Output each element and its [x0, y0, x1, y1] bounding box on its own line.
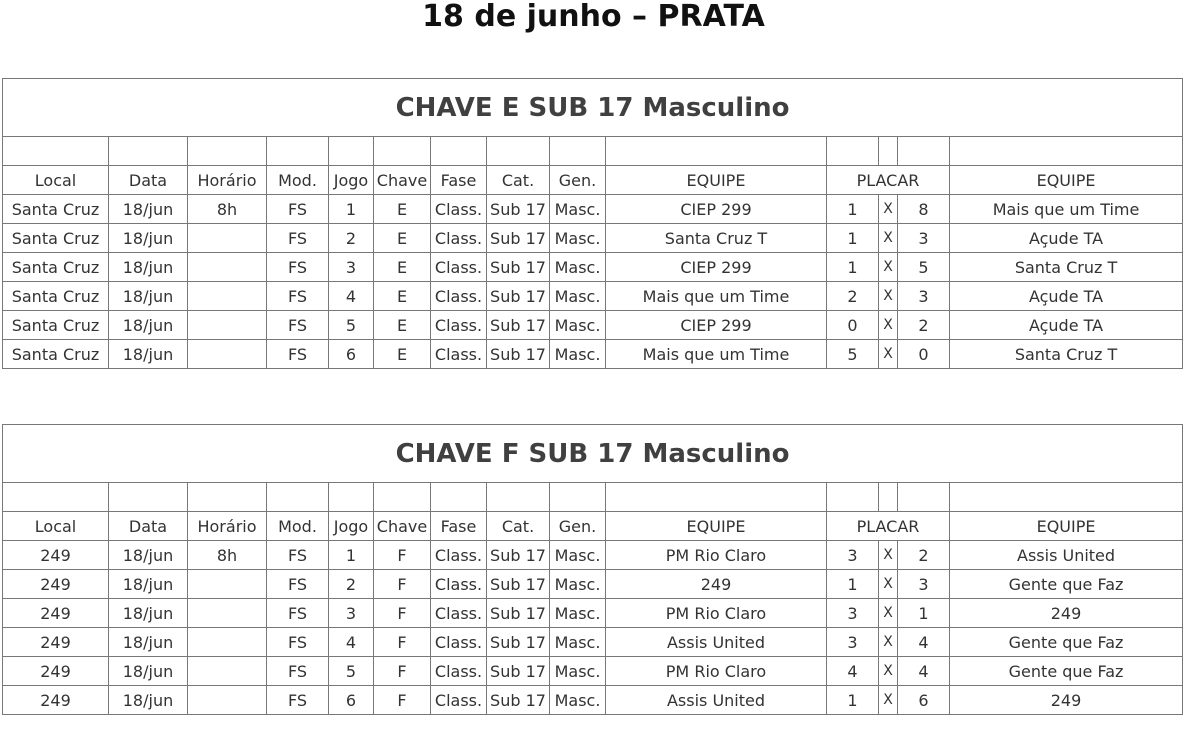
- col-header-cat: Cat.: [487, 166, 550, 195]
- cell-score-home: 3: [827, 628, 879, 657]
- cell-equipe-away: Santa Cruz T: [950, 340, 1183, 369]
- cell-horario: [188, 686, 267, 715]
- cell-score-away: 3: [898, 282, 950, 311]
- table-row: [3, 628, 1183, 657]
- col-header-equipe-away: EQUIPE: [950, 166, 1183, 195]
- cell-local: 249: [3, 628, 109, 657]
- cell-gen: Masc.: [550, 686, 606, 715]
- cell-fase: Class.: [431, 541, 487, 570]
- cell-fase: Class.: [431, 628, 487, 657]
- cell-local: Santa Cruz: [3, 253, 109, 282]
- cell-equipe-home: 249: [606, 570, 827, 599]
- cell-equipe-home: CIEP 299: [606, 253, 827, 282]
- cell-mod: FS: [267, 541, 329, 570]
- cell-score-away: 0: [898, 340, 950, 369]
- cell-mod: FS: [267, 628, 329, 657]
- cell-gen: Masc.: [550, 628, 606, 657]
- cell-mod: FS: [267, 340, 329, 369]
- cell-horario: [188, 599, 267, 628]
- cell-fase: Class.: [431, 340, 487, 369]
- col-header-gen: Gen.: [550, 166, 606, 195]
- col-header-cat: Cat.: [487, 512, 550, 541]
- cell-cat: Sub 17: [487, 282, 550, 311]
- cell-jogo: 6: [329, 340, 374, 369]
- header-row: [3, 166, 1183, 195]
- table-title: CHAVE E SUB 17 Masculino: [3, 79, 1183, 137]
- cell-data: 18/jun: [109, 311, 188, 340]
- cell-equipe-home: Assis United: [606, 686, 827, 715]
- cell-cat: Sub 17: [487, 570, 550, 599]
- cell-fase: Class.: [431, 195, 487, 224]
- col-header-jogo: Jogo: [329, 166, 374, 195]
- cell-fase: Class.: [431, 282, 487, 311]
- cell-data: 18/jun: [109, 628, 188, 657]
- cell-cat: Sub 17: [487, 657, 550, 686]
- cell-chave: E: [374, 224, 431, 253]
- cell-local: Santa Cruz: [3, 311, 109, 340]
- cell-equipe-away: Açude TA: [950, 311, 1183, 340]
- cell-horario: 8h: [188, 541, 267, 570]
- col-header-equipe-home: EQUIPE: [606, 166, 827, 195]
- col-header-local: Local: [3, 166, 109, 195]
- cell-score-home: 0: [827, 311, 879, 340]
- cell-score-away: 1: [898, 599, 950, 628]
- cell-data: 18/jun: [109, 282, 188, 311]
- cell-equipe-away: Açude TA: [950, 282, 1183, 311]
- table-row: [3, 599, 1183, 628]
- cell-chave: E: [374, 282, 431, 311]
- table-title: CHAVE F SUB 17 Masculino: [3, 425, 1183, 483]
- chave-e-table: [2, 78, 1182, 369]
- cell-equipe-away: Assis United: [950, 541, 1183, 570]
- cell-cat: Sub 17: [487, 195, 550, 224]
- cell-score-away: 6: [898, 686, 950, 715]
- cell-score-home: 4: [827, 657, 879, 686]
- cell-chave: F: [374, 599, 431, 628]
- col-header-mod: Mod.: [267, 512, 329, 541]
- col-header-horario: Horário: [188, 512, 267, 541]
- cell-chave: E: [374, 253, 431, 282]
- cell-score-separator: X: [879, 340, 898, 369]
- cell-score-home: 1: [827, 570, 879, 599]
- cell-chave: F: [374, 541, 431, 570]
- col-header-fase: Fase: [431, 512, 487, 541]
- cell-gen: Masc.: [550, 541, 606, 570]
- cell-score-away: 2: [898, 541, 950, 570]
- cell-score-separator: X: [879, 195, 898, 224]
- cell-score-away: 3: [898, 570, 950, 599]
- cell-gen: Masc.: [550, 340, 606, 369]
- cell-chave: E: [374, 340, 431, 369]
- cell-score-separator: X: [879, 686, 898, 715]
- cell-equipe-home: Assis United: [606, 628, 827, 657]
- cell-equipe-home: PM Rio Claro: [606, 599, 827, 628]
- cell-fase: Class.: [431, 570, 487, 599]
- cell-equipe-home: Mais que um Time: [606, 282, 827, 311]
- table-row: [3, 282, 1183, 311]
- cell-data: 18/jun: [109, 541, 188, 570]
- cell-data: 18/jun: [109, 570, 188, 599]
- cell-local: Santa Cruz: [3, 340, 109, 369]
- cell-score-separator: X: [879, 570, 898, 599]
- cell-horario: [188, 224, 267, 253]
- cell-score-separator: X: [879, 282, 898, 311]
- cell-score-home: 3: [827, 599, 879, 628]
- cell-gen: Masc.: [550, 253, 606, 282]
- table-row: [3, 686, 1183, 715]
- cell-gen: Masc.: [550, 570, 606, 599]
- cell-jogo: 4: [329, 628, 374, 657]
- cell-chave: F: [374, 570, 431, 599]
- table-row: [3, 570, 1183, 599]
- cell-fase: Class.: [431, 311, 487, 340]
- cell-score-separator: X: [879, 628, 898, 657]
- cell-jogo: 3: [329, 253, 374, 282]
- cell-data: 18/jun: [109, 599, 188, 628]
- cell-gen: Masc.: [550, 195, 606, 224]
- cell-cat: Sub 17: [487, 340, 550, 369]
- cell-jogo: 4: [329, 282, 374, 311]
- cell-equipe-away: 249: [950, 599, 1183, 628]
- col-header-placar: PLACAR: [827, 512, 950, 541]
- cell-horario: 8h: [188, 195, 267, 224]
- col-header-chave: Chave: [374, 512, 431, 541]
- cell-jogo: 1: [329, 541, 374, 570]
- cell-data: 18/jun: [109, 657, 188, 686]
- cell-equipe-away: Santa Cruz T: [950, 253, 1183, 282]
- cell-gen: Masc.: [550, 599, 606, 628]
- cell-score-away: 8: [898, 195, 950, 224]
- cell-fase: Class.: [431, 686, 487, 715]
- cell-chave: E: [374, 311, 431, 340]
- blank-row: [3, 483, 1183, 512]
- cell-fase: Class.: [431, 657, 487, 686]
- col-header-chave: Chave: [374, 166, 431, 195]
- cell-equipe-away: 249: [950, 686, 1183, 715]
- cell-equipe-away: Açude TA: [950, 224, 1183, 253]
- table-row: [3, 195, 1183, 224]
- cell-data: 18/jun: [109, 686, 188, 715]
- cell-horario: [188, 340, 267, 369]
- cell-local: Santa Cruz: [3, 224, 109, 253]
- cell-score-separator: X: [879, 224, 898, 253]
- cell-cat: Sub 17: [487, 599, 550, 628]
- cell-chave: F: [374, 657, 431, 686]
- cell-equipe-home: PM Rio Claro: [606, 541, 827, 570]
- cell-equipe-home: CIEP 299: [606, 311, 827, 340]
- cell-horario: [188, 628, 267, 657]
- col-header-jogo: Jogo: [329, 512, 374, 541]
- col-header-fase: Fase: [431, 166, 487, 195]
- cell-horario: [188, 253, 267, 282]
- cell-score-separator: X: [879, 541, 898, 570]
- cell-cat: Sub 17: [487, 541, 550, 570]
- cell-equipe-away: Gente que Faz: [950, 570, 1183, 599]
- cell-fase: Class.: [431, 253, 487, 282]
- cell-equipe-away: Mais que um Time: [950, 195, 1183, 224]
- cell-equipe-home: CIEP 299: [606, 195, 827, 224]
- col-header-equipe-away: EQUIPE: [950, 512, 1183, 541]
- blank-row: [3, 137, 1183, 166]
- cell-score-away: 4: [898, 628, 950, 657]
- cell-mod: FS: [267, 253, 329, 282]
- cell-gen: Masc.: [550, 282, 606, 311]
- header-row: [3, 512, 1183, 541]
- col-header-data: Data: [109, 512, 188, 541]
- cell-local: Santa Cruz: [3, 195, 109, 224]
- cell-jogo: 6: [329, 686, 374, 715]
- col-header-gen: Gen.: [550, 512, 606, 541]
- table-row: [3, 253, 1183, 282]
- page-title: 18 de junho – PRATA: [422, 0, 765, 34]
- cell-score-home: 1: [827, 686, 879, 715]
- cell-jogo: 5: [329, 311, 374, 340]
- table-row: [3, 311, 1183, 340]
- cell-data: 18/jun: [109, 195, 188, 224]
- cell-local: 249: [3, 570, 109, 599]
- table-row: [3, 657, 1183, 686]
- cell-jogo: 3: [329, 599, 374, 628]
- cell-equipe-away: Gente que Faz: [950, 657, 1183, 686]
- cell-horario: [188, 311, 267, 340]
- cell-gen: Masc.: [550, 224, 606, 253]
- cell-equipe-home: PM Rio Claro: [606, 657, 827, 686]
- cell-score-away: 4: [898, 657, 950, 686]
- cell-mod: FS: [267, 599, 329, 628]
- cell-cat: Sub 17: [487, 253, 550, 282]
- cell-horario: [188, 570, 267, 599]
- cell-score-home: 5: [827, 340, 879, 369]
- cell-mod: FS: [267, 570, 329, 599]
- cell-score-separator: X: [879, 599, 898, 628]
- cell-equipe-home: Mais que um Time: [606, 340, 827, 369]
- cell-fase: Class.: [431, 224, 487, 253]
- cell-score-away: 3: [898, 224, 950, 253]
- chave-f-table: [2, 424, 1182, 715]
- table-row: [3, 541, 1183, 570]
- col-header-horario: Horário: [188, 166, 267, 195]
- cell-mod: FS: [267, 311, 329, 340]
- col-header-equipe-home: EQUIPE: [606, 512, 827, 541]
- cell-local: Santa Cruz: [3, 282, 109, 311]
- cell-data: 18/jun: [109, 253, 188, 282]
- cell-jogo: 2: [329, 224, 374, 253]
- cell-score-away: 5: [898, 253, 950, 282]
- cell-equipe-home: Santa Cruz T: [606, 224, 827, 253]
- cell-data: 18/jun: [109, 340, 188, 369]
- cell-score-separator: X: [879, 657, 898, 686]
- cell-score-home: 3: [827, 541, 879, 570]
- cell-local: 249: [3, 599, 109, 628]
- cell-score-home: 1: [827, 253, 879, 282]
- cell-horario: [188, 657, 267, 686]
- col-header-local: Local: [3, 512, 109, 541]
- cell-horario: [188, 282, 267, 311]
- col-header-mod: Mod.: [267, 166, 329, 195]
- cell-mod: FS: [267, 282, 329, 311]
- table-row: [3, 224, 1183, 253]
- cell-local: 249: [3, 657, 109, 686]
- cell-score-home: 2: [827, 282, 879, 311]
- cell-gen: Masc.: [550, 311, 606, 340]
- cell-cat: Sub 17: [487, 224, 550, 253]
- cell-mod: FS: [267, 195, 329, 224]
- cell-chave: E: [374, 195, 431, 224]
- cell-fase: Class.: [431, 599, 487, 628]
- col-header-placar: PLACAR: [827, 166, 950, 195]
- cell-chave: F: [374, 686, 431, 715]
- cell-score-home: 1: [827, 224, 879, 253]
- cell-score-away: 2: [898, 311, 950, 340]
- cell-cat: Sub 17: [487, 628, 550, 657]
- cell-gen: Masc.: [550, 657, 606, 686]
- cell-mod: FS: [267, 686, 329, 715]
- cell-cat: Sub 17: [487, 686, 550, 715]
- cell-jogo: 5: [329, 657, 374, 686]
- col-header-data: Data: [109, 166, 188, 195]
- cell-chave: F: [374, 628, 431, 657]
- cell-local: 249: [3, 541, 109, 570]
- cell-equipe-away: Gente que Faz: [950, 628, 1183, 657]
- cell-score-separator: X: [879, 253, 898, 282]
- cell-mod: FS: [267, 224, 329, 253]
- cell-score-separator: X: [879, 311, 898, 340]
- cell-local: 249: [3, 686, 109, 715]
- cell-cat: Sub 17: [487, 311, 550, 340]
- cell-jogo: 2: [329, 570, 374, 599]
- cell-mod: FS: [267, 657, 329, 686]
- cell-score-home: 1: [827, 195, 879, 224]
- cell-jogo: 1: [329, 195, 374, 224]
- table-row: [3, 340, 1183, 369]
- cell-data: 18/jun: [109, 224, 188, 253]
